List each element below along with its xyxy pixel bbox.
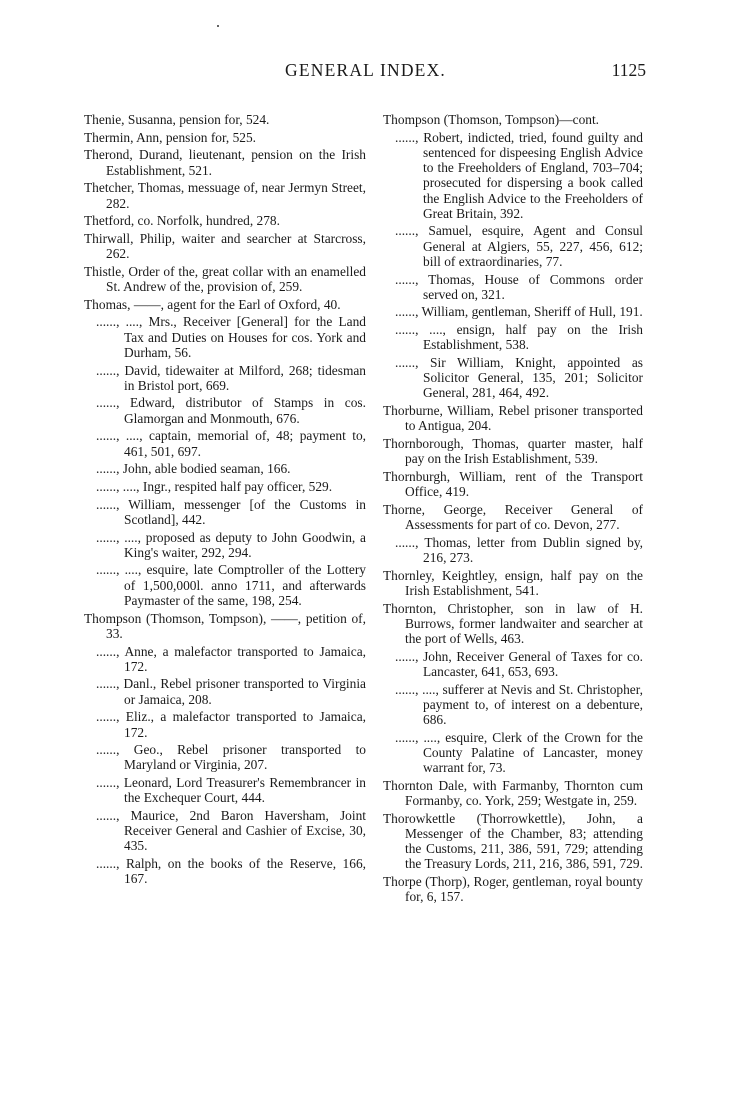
index-subentry: ......, Anne, a malefactor transported to Jamaica, 172.	[96, 643, 366, 674]
index-subentry: ......, John, able bodied seaman, 166.	[96, 461, 291, 477]
index-entry: Thornburgh, William, rent of the Transport Office, 419.	[383, 468, 643, 500]
index-entry: Thompson (Thomson, Tompson)—cont.	[383, 112, 600, 127]
index-subentry: ......, ...., ensign, half pay on the Irish Establishment, 538.	[395, 322, 643, 353]
page-header	[0, 60, 731, 90]
index-entry: Thorpe (Thorp), Roger, gentleman, royal bounty for, 6, 157.	[383, 874, 643, 905]
index-entry: Therond, Durand, lieutenant, pension on the Irish Establishment, 521.	[84, 147, 366, 178]
index-subentry: ......, Robert, indicted, tried, found guilty and sentenced for dispeesing English Advice to the Freeholders of England, 703–704; prosecuted for dispersing a book called the English Advice to the Freeholders of Great Britain, 392.	[395, 129, 643, 221]
index-entry: Thornley, Keightley, ensign, half pay on the Irish Establishment, 541.	[383, 567, 643, 598]
index-entry: Thornborough, Thomas, quarter master, half pay on the Irish Establishment, 539.	[383, 436, 643, 467]
index-entry: Thompson (Thomson, Tompson), ——, petition of, 33.	[84, 610, 366, 641]
index-subentry: ......, Eliz., a malefactor transported to Jamaica, 172.	[96, 709, 366, 740]
index-subentry: ......, Danl., Rebel prisoner transported to Virginia or Jamaica, 208.	[96, 676, 366, 707]
index-entry: Thorowkettle (Thorrowkettle), John, a Messenger of the Chamber, 83; attending the Customs, 211, 386, 591, 729; attending the Treasury Lords, 211, 216, 386, 591, 729.	[383, 810, 643, 872]
index-subentry: ......, John, Receiver General of Taxes for co. Lancaster, 641, 653, 693.	[395, 648, 643, 679]
index-subentry: ......, William, messenger [of the Customs in Scotland], 442.	[96, 496, 366, 527]
index-subentry: ......, Samuel, esquire, Agent and Consul General at Algiers, 55, 227, 456, 612; bill of extraordinaries, 77.	[395, 223, 643, 269]
index-subentry: ......, Edward, distributor of Stamps in cos. Glamorgan and Monmouth, 676.	[96, 395, 366, 426]
page-number: 1125	[611, 60, 646, 80]
index-entry: Thorburne, William, Rebel prisoner transported to Antigua, 204.	[383, 403, 643, 434]
index-entry: Thermin, Ann, pension for, 525.	[84, 129, 257, 145]
index-entry: Thenie, Susanna, pension for, 524.	[84, 112, 270, 127]
index-entry: Thornton, Christopher, son in law of H. Burrows, former landwaiter and searcher at the port of Wells, 463.	[383, 600, 643, 646]
index-subentry: ......, Sir William, Knight, appointed as Solicitor General, 135, 201; Solicitor General, 281, 464, 492.	[395, 355, 643, 401]
index-column-right	[383, 112, 643, 907]
index-subentry: ......, ...., Mrs., Receiver [General] for the Land Tax and Duties on Houses for cos. York and Durham, 56.	[96, 314, 366, 360]
index-subentry: ......, Geo., Rebel prisoner transported to Maryland or Virginia, 207.	[96, 742, 366, 773]
index-entry: Thornton Dale, with Farmanby, Thornton cum Formanby, co. York, 259; Westgate in, 259.	[383, 777, 643, 809]
index-subentry: ......, Thomas, House of Commons order served on, 321.	[395, 271, 643, 302]
index-subentry: ......, ...., esquire, Clerk of the Crown for the County Palatine of Lancaster, money warrant for, 73.	[395, 729, 643, 776]
index-subentry: ......, William, gentleman, Sheriff of Hull, 191.	[395, 304, 643, 320]
index-column-left	[84, 112, 366, 889]
index-entry: Thorne, George, Receiver General of Assessments for part of co. Devon, 277.	[383, 501, 643, 533]
index-entry: Thetcher, Thomas, messuage of, near Jermyn Street, 282.	[84, 180, 366, 211]
index-subentry: ......, Leonard, Lord Treasurer's Remembrancer in the Exchequer Court, 444.	[96, 775, 366, 806]
index-subentry: ......, ...., sufferer at Nevis and St. Christopher, payment to, of interest on a debenture, 686.	[395, 681, 643, 728]
index-entry: Thistle, Order of the, great collar with an enamelled St. Andrew of the, provision of, 259.	[84, 263, 366, 295]
index-subentry: ......, ...., proposed as deputy to John Goodwin, a King's waiter, 292, 294.	[96, 529, 366, 560]
index-entry: Thomas, ——, agent for the Earl of Oxford, 40.	[84, 296, 341, 312]
index-subentry: ......, ...., Ingr., respited half pay officer, 529.	[96, 478, 333, 494]
index-subentry: ......, David, tidewaiter at Milford, 268; tidesman in Bristol port, 669.	[96, 362, 366, 393]
index-subentry: ......, ...., esquire, late Comptroller of the Lottery of 1,500,000l. anno 1711, and afterwards Paymaster of the same, 198, 254.	[96, 562, 366, 608]
index-subentry: ......, Maurice, 2nd Baron Haversham, Joint Receiver General and Cashier of Excise, 30, 435.	[96, 808, 366, 854]
index-entry: Thirwall, Philip, waiter and searcher at Starcross, 262.	[84, 230, 366, 262]
index-entry: Thetford, co. Norfolk, hundred, 278.	[84, 213, 280, 229]
index-subentry: ......, ...., captain, memorial of, 48; payment to, 461, 501, 697.	[96, 428, 366, 459]
running-title: GENERAL INDEX.	[285, 60, 446, 80]
index-subentry: ......, Thomas, letter from Dublin signed by, 216, 273.	[395, 534, 643, 565]
page-speck	[217, 25, 219, 27]
index-subentry: ......, Ralph, on the books of the Reserve, 166, 167.	[96, 856, 366, 887]
